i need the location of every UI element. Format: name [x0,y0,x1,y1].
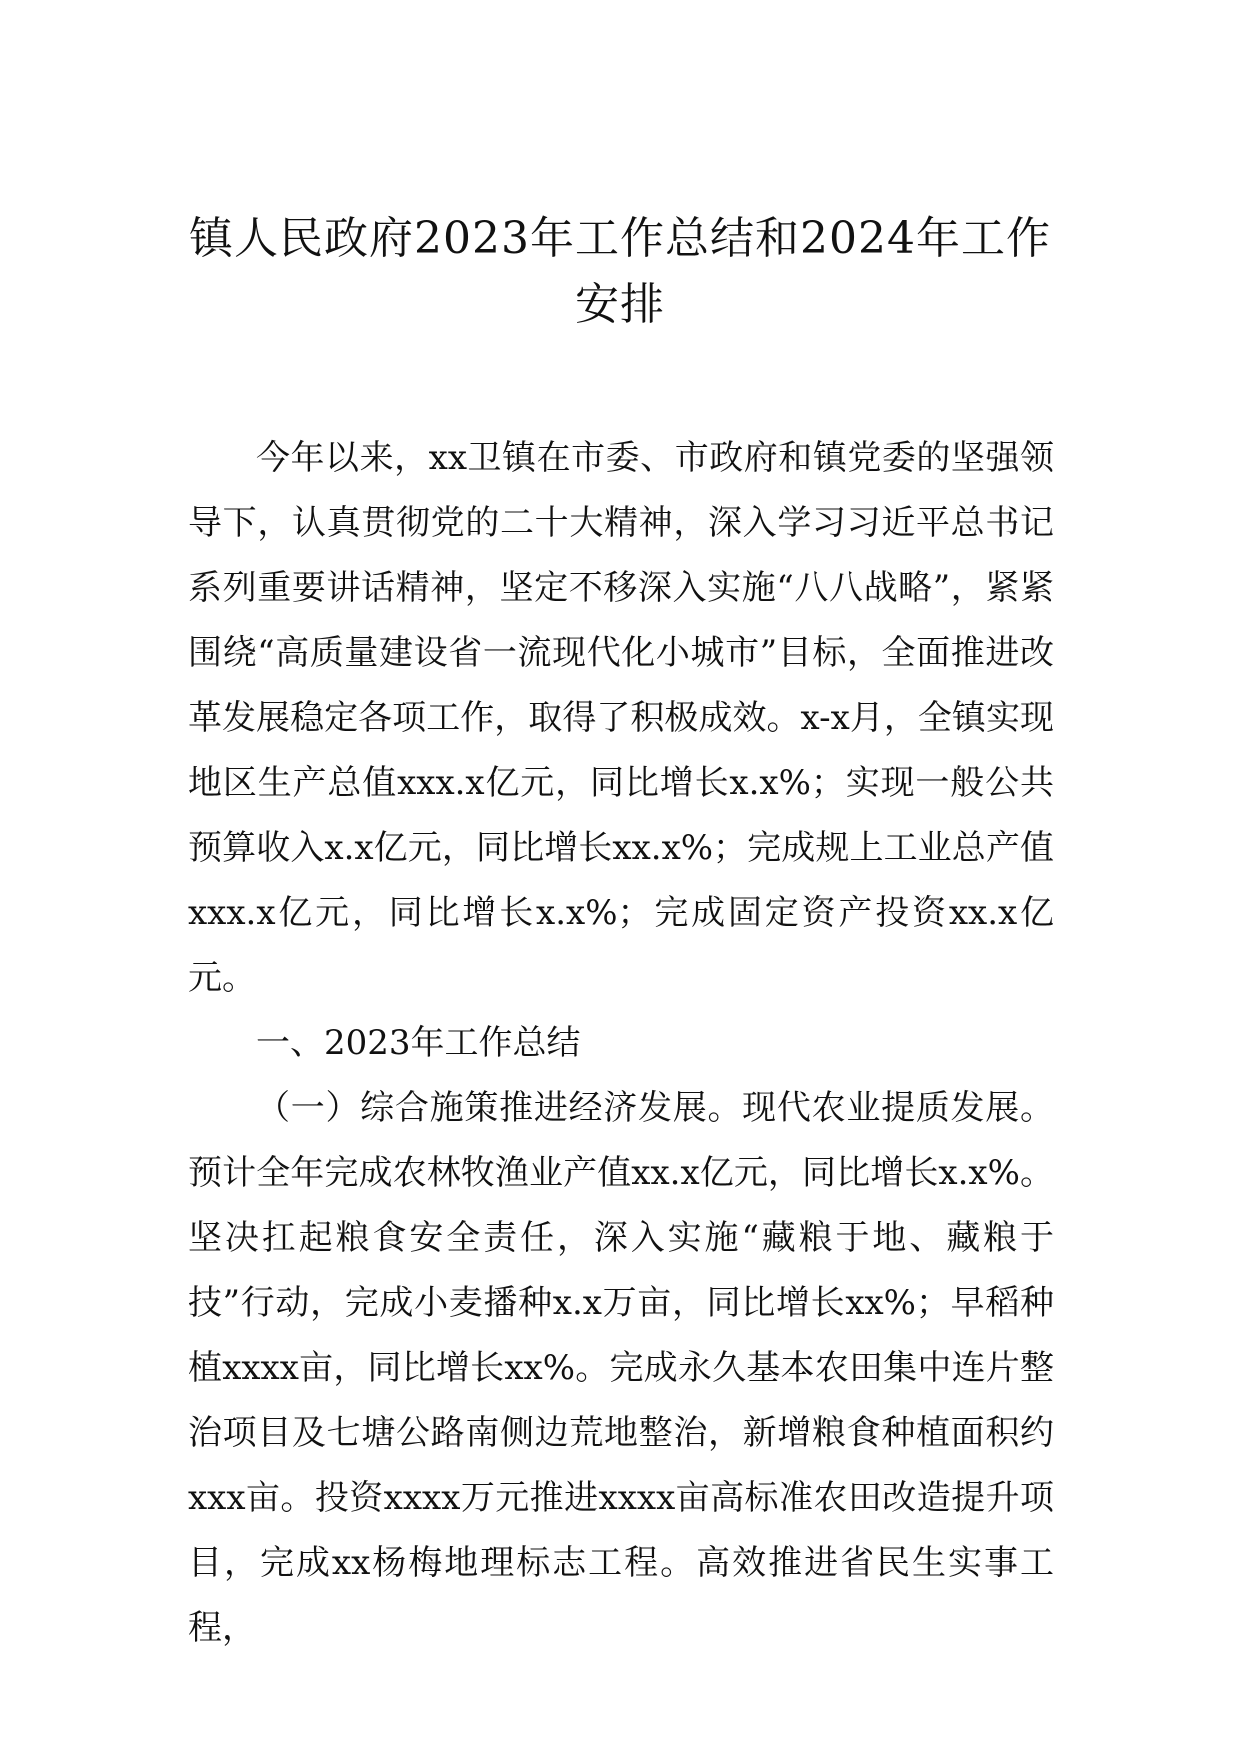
document-title [150,206,1090,338]
title-line-2: 安排 [575,279,665,330]
paragraph-intro: 今年以来，xx卫镇在市委、市政府和镇党委的坚强领导下，认真贯彻党的二十大精神，深入学习习近平总书记系列重要讲话精神，坚定不移深入实施“八八战略”，紧紧围绕“高质量建设省一流现代化小城市”目标，全面推进改革发展稳定各项工作，取得了积极成效。x-x月，全镇实现地区生产总值xxx.x亿元，同比增长x.x%；实现一般公共预算收入x.x亿元，同比增长xx.x%；完成规上工业总产值xxx.x亿元，同比增长x.x%；完成固定资产投资xx.x亿元。 [188,438,1054,998]
section-heading: 一、2023年工作总结 [256,1023,581,1063]
document-body [188,426,1054,1661]
paragraph-economy: （一）综合施策推进经济发展。现代农业提质发展。预计全年完成农林牧渔业产值xx.x亿元，同比增长x.x%。坚决扛起粮食安全责任，深入实施“藏粮于地、藏粮于技”行动，完成小麦播种x.x万亩，同比增长xx%；早稻种植xxxx亩，同比增长xx%。完成永久基本农田集中连片整治项目及七塘公路南侧边荒地整治，新增粮食种植面积约xxx亩。投资xxxx万元推进xxxx亩高标准农田改造提升项目，完成xx杨梅地理标志工程。高效推进省民生实事工程， [188,1088,1054,1648]
title-line-1: 镇人民政府2023年工作总结和2024年工作 [189,213,1051,264]
